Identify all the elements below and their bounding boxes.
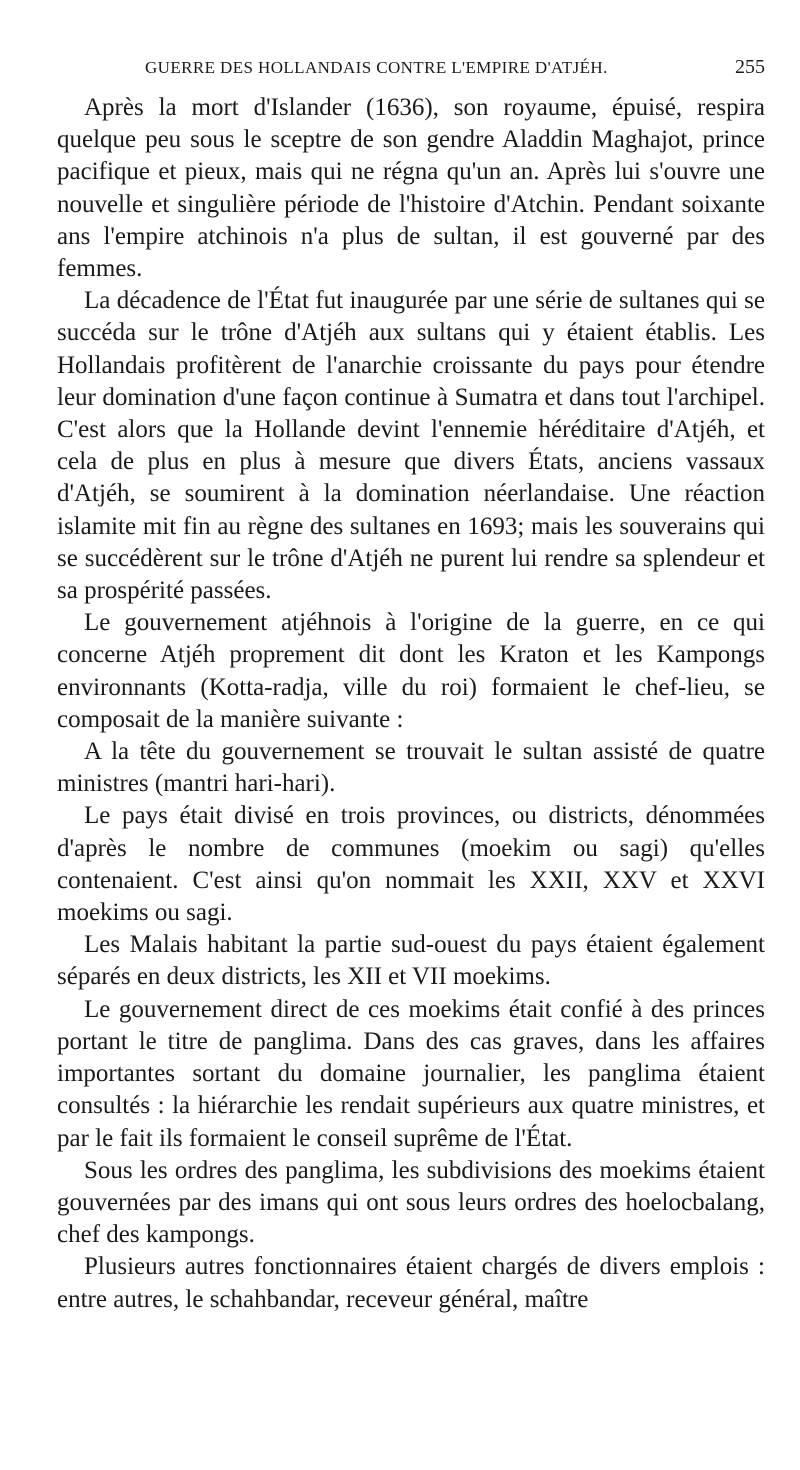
paragraph: Plusieurs autres fonctionnaires étaient chargés de divers emplois : entre autres, le schahbandar, receveur général, maître <box>57 1253 765 1313</box>
body-text <box>57 92 765 1316</box>
page-number: 255 <box>735 56 765 78</box>
paragraph: Les Malais habitant la partie sud-ouest du pays étaient également séparés en deux districts, les XII et VII moekims. <box>57 931 765 991</box>
paragraph: Le pays était divisé en trois provinces, ou districts, dénommées d'après le nombre de communes (moekim ou sagi) qu'elles contenaient. C'est ainsi qu'on nommait les XXII, XXV et XXVI moekims ou sagi. <box>57 802 765 927</box>
paragraph: Le gouvernement atjéhnois à l'origine de la guerre, en ce qui concerne Atjéh proprement dit dont les Kraton et les Kampongs environnants (Kotta-radja, ville du roi) formaient le chef-lieu, se composait de la manière suivante : <box>57 609 765 733</box>
running-title: GUERRE DES HOLLANDAIS CONTRE L'EMPIRE D'ATJÉH. <box>145 58 608 77</box>
paragraph: A la tête du gouvernement se trouvait le sultan assisté de quatre ministres (mantri hari-hari). <box>57 738 765 798</box>
paragraph: La décadence de l'État fut inaugurée par une série de sultanes qui se succéda sur le trône d'Atjéh aux sultans qui y étaient établis. Les Hollandais profitèrent de l'anarchie croissante du pays pour étendre leur domination d'une façon continue à Sumatra et dans tout l'archipel. C'est alors que la Hollande devint l'ennemie héréditaire d'Atjéh, et cela de plus en plus à mesure que divers États, anciens vassaux d'Atjéh, se soumirent à la domination néerlandaise. Une réaction islamite mit fin au règne des sultanes en 1693; mais les souverains qui se succédèrent sur le trône d'Atjéh ne purent lui rendre sa splendeur et sa prospérité passées. <box>57 287 765 605</box>
page-header <box>145 58 765 84</box>
paragraph: Après la mort d'Islander (1636), son royaume, épuisé, respira quelque peu sous le sceptre de son gendre Aladdin Maghajot, prince pacifique et pieux, mais qui ne régna qu'un an. Après lui s'ouvre une nouvelle et singulière période de l'histoire d'Atchin. Pendant soixante ans l'empire atchinois n'a plus de sultan, il est gouverné par des femmes. <box>57 94 765 283</box>
paragraph: Sous les ordres des panglima, les subdivisions des moekims étaient gouvernées par des imans qui ont sous leurs ordres des hoelocbalang, chef des kampongs. <box>57 1156 765 1249</box>
paragraph: Le gouvernement direct de ces moekims était confié à des princes portant le titre de panglima. Dans des cas graves, dans les affaires importantes sortant du domaine journalier, les panglima étaient consultés : la hiérarchie les rendait supérieurs aux quatre ministres, et par le fait ils formaient le conseil suprême de l'État. <box>57 995 765 1152</box>
